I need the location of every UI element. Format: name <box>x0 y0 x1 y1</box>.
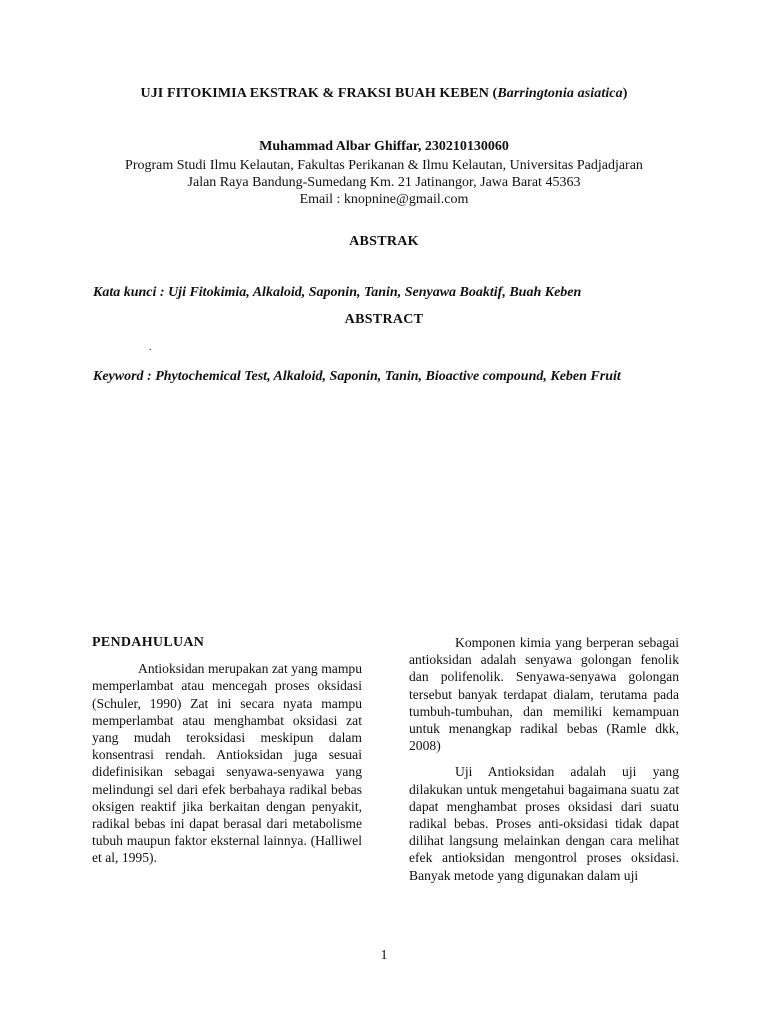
affiliation-line-2: Jalan Raya Bandung-Sumedang Km. 21 Jatinangor, Jawa Barat 45363 <box>187 175 581 190</box>
paragraph-right-2: Uji Antioksidan adalah uji yang dilakukan untuk mengetahui bagaimana suatu zat dapat menghambat proses oksidasi dari suatu radikal bebas. Proses anti-oksidasi tidak dapat dilihat langsung melainkan dengan cara melihat efek antioksidan mengontrol proses oksidasi. Banyak metode yang digunakan dalam uji <box>409 764 679 883</box>
title-close: ) <box>622 86 628 101</box>
right-column <box>409 634 679 884</box>
abstract-heading: ABSTRACT <box>344 312 424 327</box>
abstrak-heading: ABSTRAK <box>349 234 419 249</box>
keywords-english: Keyword : Phytochemical Test, Alkaloid, Saponin, Tanin, Bioactive compound, Keben Fruit <box>93 369 621 384</box>
section-heading-pendahuluan: PENDAHULUAN <box>92 635 205 650</box>
title-species: Barringtonia asiatica <box>497 86 623 101</box>
paragraph-right-1: Komponen kimia yang berperan sebagai antioksidan adalah senyawa golongan fenolik dan polifenolik. Senyawa-senyawa golongan tersebut banyak terdapat dialam, terutama pada tumbuh-tumbuhan, dan memiliki kemampuan untuk menangkap radikal bebas (Ramle dkk, 2008) <box>409 635 679 754</box>
paragraph-left-1: Antioksidan merupakan zat yang mampu memperlambat atau mencegah proses oksidasi (Schuler, 1990) Zat ini secara nyata mampu memperlambat atau menghambat oksidasi zat yang mudah teroksidasi meskipun dalam konsentrasi rendah. Antioksidan juga sesuai didefinisikan sebagai senyawa-senyawa yang melindungi sel dari efek berbahaya radikal bebas oksigen reaktif jika berkaitan dengan penyakit, radikal bebas ini dapat berasal dari metabolisme tubuh maupun faktor eksternal lainnya. (Halliwel et al, 1995). <box>92 661 362 866</box>
email-line: Email : knopnine@gmail.com <box>299 192 469 207</box>
left-column <box>92 634 362 867</box>
title-main: UJI FITOKIMIA EKSTRAK & FRAKSI BUAH KEBEN ( <box>140 86 498 101</box>
kata-kunci: Kata kunci : Uji Fitokimia, Alkaloid, Saponin, Tanin, Senyawa Boaktif, Buah Keben <box>93 285 582 300</box>
paper-title <box>0 86 768 102</box>
author-line: Muhammad Albar Ghiffar, 230210130060 <box>259 139 509 154</box>
affiliation-line-1: Program Studi Ilmu Kelautan, Fakultas Perikanan & Ilmu Kelautan, Universitas Padjadjaran <box>125 158 643 173</box>
stray-dot: . <box>149 342 152 353</box>
page-number: 1 <box>380 948 388 963</box>
